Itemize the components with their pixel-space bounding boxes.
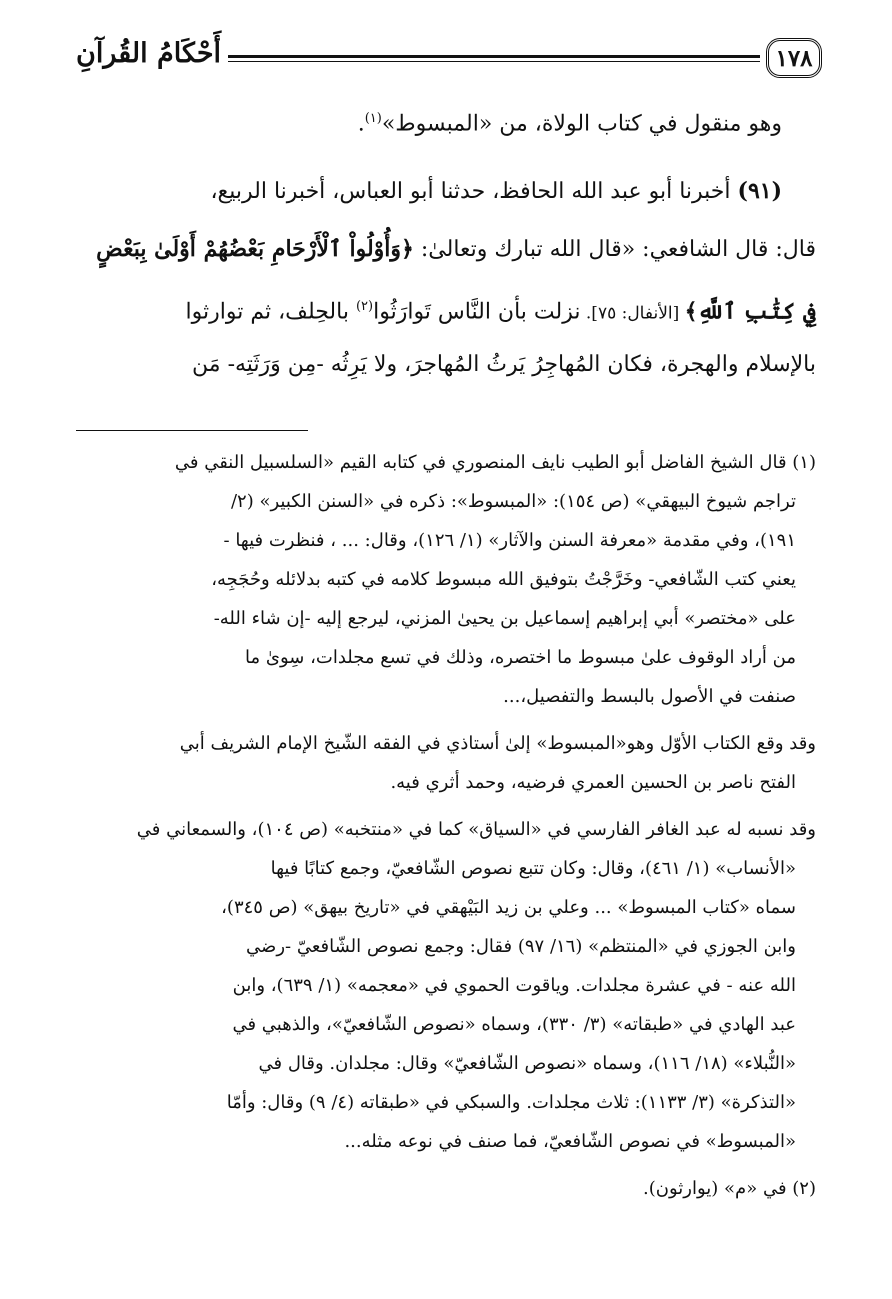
footnote-1-line: وقد نسبه له عبد الغافر الفارسي في «السياق» كما في «منتخبه» (ص ١٠٤)، والسمعاني في — [136, 819, 816, 840]
body-line-4 — [74, 292, 816, 328]
footnote-1-line: تراجم شيوخ البيهقي» (ص ١٥٤): «المبسوط»: ذكره في «السنن الكبير» (٢/ — [230, 491, 796, 512]
footnote-1-line: «التذكرة» (٣/ ١١٣٣): ثلاث مجلدات. والسبكي في «طبقاته (٤/ ٩) وقال: وأمّا — [226, 1092, 796, 1113]
body-text: بالإسلام والهجرة، فكان المُهاجِرُ يَرثُ المُهاجرَ، ولا يَرِثُه -مِن وَرَثَتِه- مَن — [192, 352, 816, 377]
footnote-1-line: الله عنه - في عشرة مجلدات. وياقوت الحموي في «معجمه» (١/ ٦٣٩)، وابن — [232, 975, 796, 996]
footnote-1-line: (١) قال الشيخ الفاضل أبو الطيب نايف المنصوري في كتابه القيم «السلسبيل النقي في — [174, 452, 816, 473]
body-text: نزلت بأن النَّاس تَوارَثُوا — [373, 299, 581, 325]
body-line-3 — [74, 234, 816, 265]
page-header — [76, 38, 822, 88]
footnote-1-line: الفتح ناصر بن الحسين العمري فرضيه، وحمد أثري فيه. — [390, 772, 796, 793]
footnote-1-line: على «مختصر» أبي إبراهيم إسماعيل بن يحيىٰ المزني، ليرجع إليه -إن شاء الله- — [213, 608, 796, 629]
footnote-1-line: صنفت في الأصول بالبسط والتفصيل،... — [503, 686, 796, 707]
quran-verse: فِي كِتَٰبِ ٱللَّهِ﴾ — [684, 298, 816, 325]
body-line-2 — [74, 176, 782, 207]
quran-verse: ﴿وَأُوْلُواْ ٱلْأَرْحَامِ بَعْضُهُمْ أَوْلَىٰ بِبَعْضٍ — [96, 236, 414, 262]
body-text: وهو منقول في كتاب الولاة، من «المبسوط» — [381, 111, 782, 137]
footnote-1-line: وقد وقع الكتاب الأوّل وهو«المبسوط» إلىٰ أستاذي في الفقه الشّيخ الإمام الشريف أبي — [179, 733, 816, 754]
body-text: أخبرنا أبو عبد الله الحافظ، حدثنا أبو العباس، أخبرنا الربيع، — [210, 179, 738, 204]
footnote-2: (٢) في «م» (يوارثون). — [643, 1178, 816, 1199]
body-text: بالحِلف، ثم توارثوا — [185, 299, 356, 325]
footnote-1-line: يعني كتب الشّافعي- وخَرَّجْتُ بتوفيق الله مبسوط كلامه في كتبه بدلائله وحُجَجِه، — [211, 569, 796, 590]
footnote-ref-2: (٢) — [355, 299, 374, 314]
body-text: . — [357, 111, 365, 137]
body-line-5 — [74, 350, 816, 380]
footnote-ref-1: (١) — [364, 111, 382, 126]
paragraph-number: (٩١) — [737, 178, 782, 204]
page-number-badge — [766, 38, 822, 78]
footnote-1-line: سماه «كتاب المبسوط» ... وعلي بن زيد البَيْهقي في «تاريخ بيهق» (ص ٣٤٥)، — [221, 897, 796, 918]
body-line-1 — [40, 104, 782, 139]
footnote-1-line: من أراد الوقوف علىٰ مبسوط ما اختصره، وذلك في تسع مجلدات، سِوىٰ ما — [245, 647, 796, 668]
book-title: أَحْكَامُ القُرآنِ — [76, 38, 222, 69]
page-number: ١٧٨ — [775, 44, 813, 72]
footnote-1-line: ١٩١)، وفي مقدمة «معرفة السنن والآثار» (١/ ١٢٦)، وقال: ... ، فنظرت فيها - — [223, 530, 796, 551]
footnote-1-line: «الأنساب» (١/ ٤٦١)، وقال: وكان تتبع نصوص الشّافعيّ، وجمع كتابًا فيها — [270, 858, 796, 879]
footnote-1-line: «النُّبلاء» (١٨/ ١١٦)، وسماه «نصوص الشّافعيّ» وقال: مجلدان. وقال في — [258, 1053, 796, 1074]
footnote-separator — [76, 430, 308, 431]
verse-reference: [الأنفال: ٧٥]. — [580, 303, 685, 324]
footnote-1-line: «المبسوط» في نصوص الشّافعيّ، فما صنف في نوعه مثله... — [344, 1131, 796, 1152]
footnote-1-line: وابن الجوزي في «المنتظم» (١٦/ ٩٧) فقال: وجمع نصوص الشّافعيّ -رضي — [246, 936, 796, 957]
footnote-1-line: عبد الهادي في «طبقاته» (٣/ ٣٣٠)، وسماه «نصوص الشّافعيّ»، والذهبي في — [232, 1014, 796, 1035]
body-text: قال: قال الشافعي: «قال الله تبارك وتعالىٰ: — [413, 237, 816, 262]
header-rule — [228, 55, 760, 62]
